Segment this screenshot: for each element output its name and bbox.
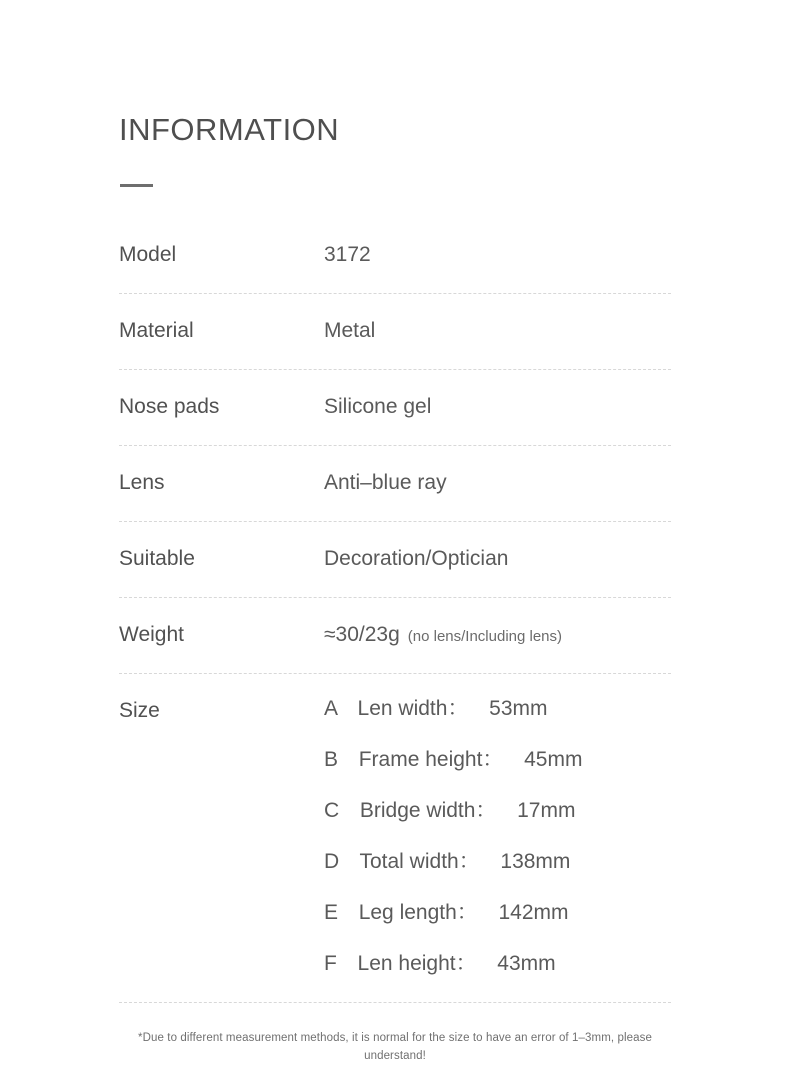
spec-label: Nose pads <box>119 395 220 418</box>
table-row-weight <box>119 598 671 674</box>
table-row <box>119 446 671 522</box>
size-code: A <box>324 697 337 720</box>
size-name: Frame height： <box>358 748 504 771</box>
spec-value: Metal <box>324 319 376 342</box>
table-row <box>119 522 671 598</box>
size-code: D <box>324 850 340 873</box>
size-code: E <box>324 901 339 924</box>
size-value: 17mm <box>517 799 576 822</box>
list-item <box>324 953 582 974</box>
table-row <box>119 370 671 446</box>
size-value: 53mm <box>489 697 548 720</box>
specification-table <box>119 218 671 1003</box>
spec-value: Anti–blue ray <box>324 471 447 494</box>
spec-value: Silicone gel <box>324 395 432 418</box>
spec-value: 3172 <box>324 243 371 266</box>
table-row-size <box>119 674 671 1003</box>
weight-note: (no lens/Including lens) <box>407 628 563 645</box>
size-measurement-list <box>324 698 582 974</box>
footnote-container <box>119 1028 671 1064</box>
size-name: Len width： <box>357 697 469 720</box>
table-row <box>119 294 671 370</box>
list-item <box>324 698 582 719</box>
list-item <box>324 800 582 821</box>
size-code: B <box>324 748 339 771</box>
size-name: Leg length： <box>358 901 478 924</box>
spec-label-size: Size <box>119 699 160 722</box>
measurement-footnote: *Due to different measurement methods, it is normal for the size to have an error of 1–3mm, please understand! <box>138 1032 652 1062</box>
size-value: 138mm <box>500 850 571 873</box>
list-item <box>324 851 582 872</box>
size-code: C <box>324 799 340 822</box>
size-name: Len height： <box>357 952 477 975</box>
spec-label: Lens <box>119 471 165 494</box>
spec-label: Suitable <box>119 547 195 570</box>
page-title: INFORMATION <box>119 112 340 147</box>
list-item <box>324 902 582 923</box>
spec-label: Model <box>119 243 177 266</box>
size-name: Bridge width： <box>359 799 497 822</box>
size-code: F <box>324 952 337 975</box>
weight-value: ≈30/23g <box>324 623 400 646</box>
list-item <box>324 749 582 770</box>
title-underline-rule <box>120 184 153 187</box>
size-name: Total width： <box>359 850 480 873</box>
spec-label-weight: Weight <box>119 623 184 646</box>
table-row <box>119 218 671 294</box>
size-value: 45mm <box>524 748 583 771</box>
size-value: 43mm <box>497 952 556 975</box>
size-value: 142mm <box>498 901 569 924</box>
spec-value: Decoration/Optician <box>324 547 509 570</box>
spec-value-weight <box>324 598 562 645</box>
spec-label: Material <box>119 319 194 342</box>
